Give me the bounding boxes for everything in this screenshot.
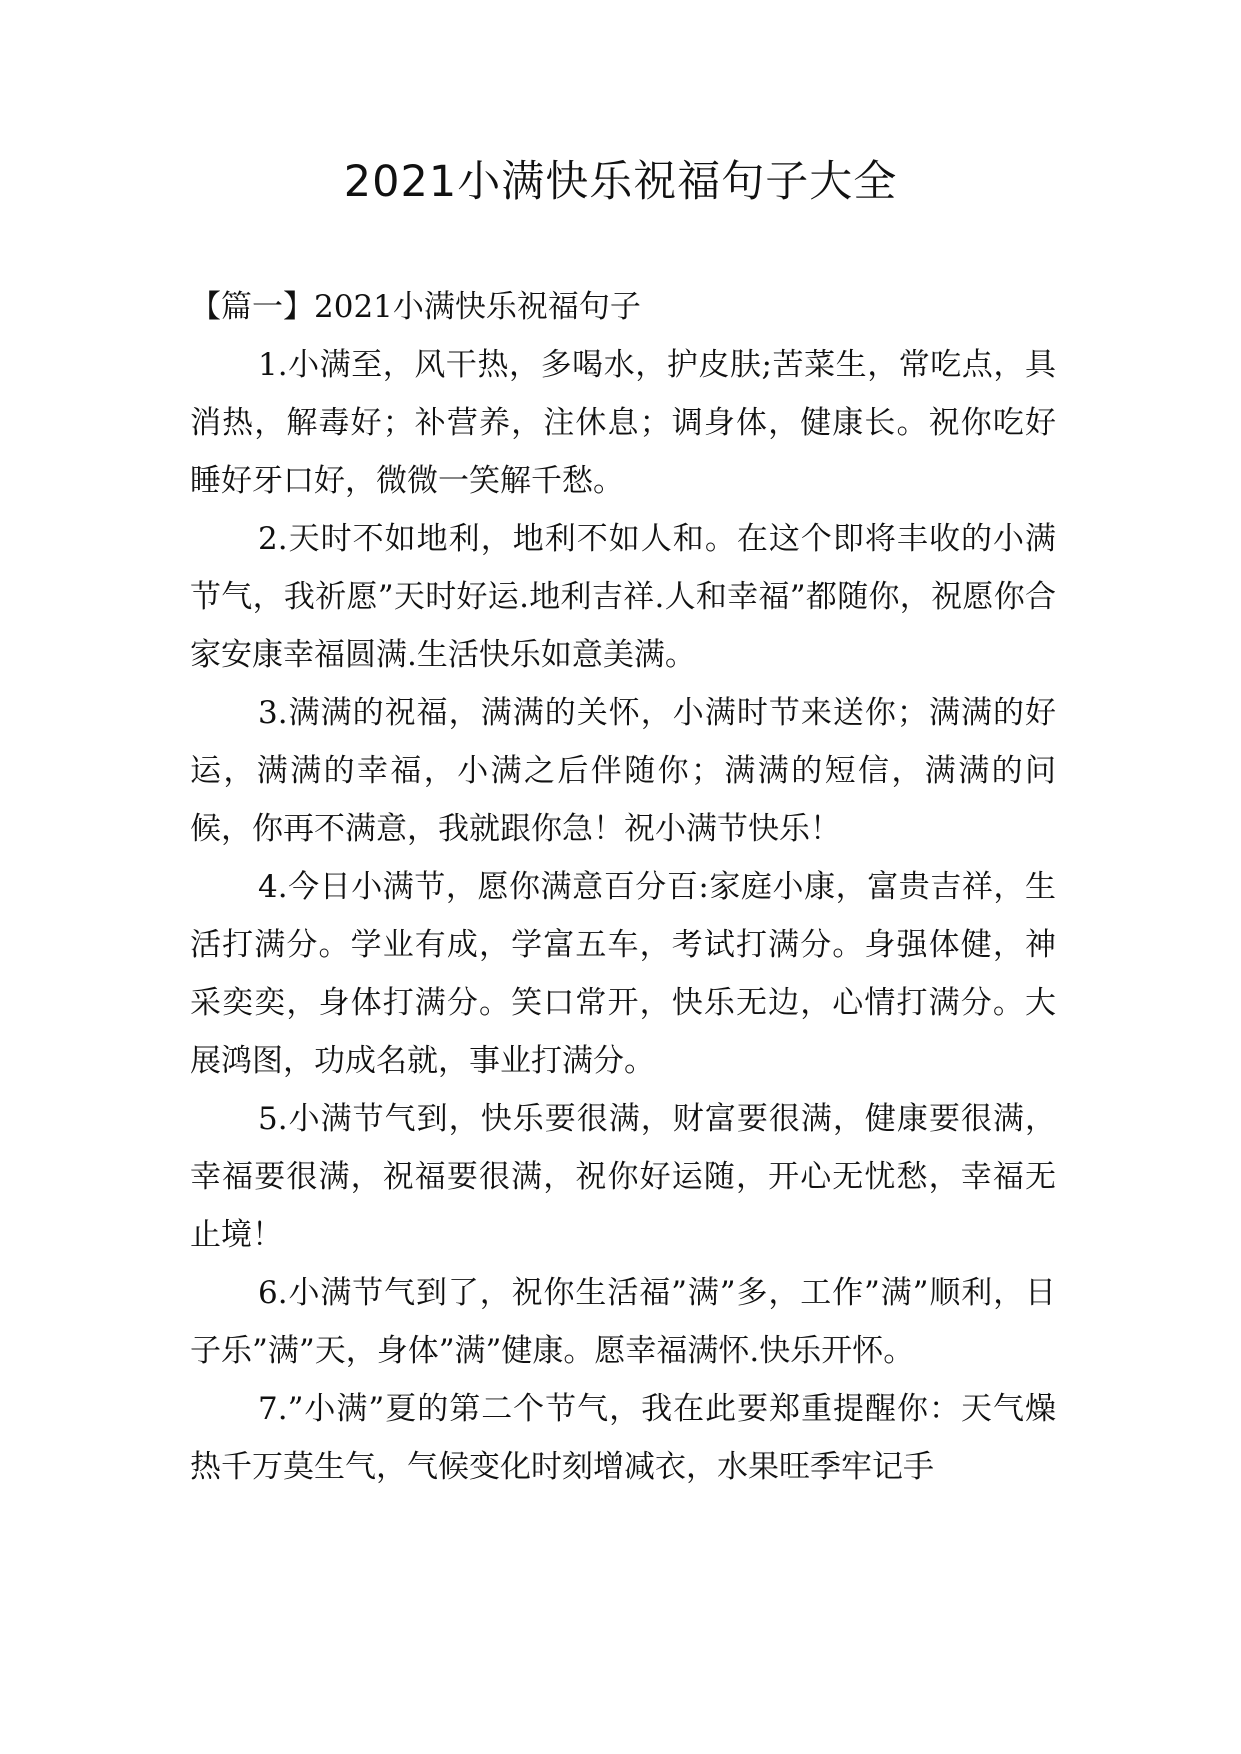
- document-body: [190, 278, 1056, 1496]
- document-title: 2021小满快乐祝福句子大全: [343, 157, 898, 207]
- paragraph-1: 1.小满至，风干热，多喝水，护皮肤;苦菜生，常吃点，具消热，解毒好；补营养，注休息；调身体，健康长。祝你吃好睡好牙口好，微微一笑解千愁。: [190, 347, 1056, 499]
- paragraph-3: 3.满满的祝福，满满的关怀，小满时节来送你；满满的好运，满满的幸福，小满之后伴随你；满满的短信，满满的问候，你再不满意，我就跟你急！祝小满节快乐！: [190, 695, 1056, 847]
- paragraph-4: 4.今日小满节，愿你满意百分百:家庭小康，富贵吉祥，生活打满分。学业有成，学富五车，考试打满分。身强体健，神采奕奕，身体打满分。笑口常开，快乐无边，心情打满分。大展鸿图，功成名就，事业打满分。: [190, 869, 1056, 1079]
- paragraph-2: 2.天时不如地利，地利不如人和。在这个即将丰收的小满节气，我祈愿”天时好运.地利吉祥.人和幸福”都随你，祝愿你合家安康幸福圆满.生活快乐如意美满。: [190, 521, 1056, 673]
- section-heading: 【篇一】2021小满快乐祝福句子: [190, 289, 641, 325]
- paragraph-5: 5.小满节气到，快乐要很满，财富要很满，健康要很满，幸福要很满，祝福要很满，祝你好运随，开心无忧愁，幸福无止境！: [190, 1101, 1056, 1253]
- paragraph-6: 6.小满节气到了，祝你生活福”满”多，工作”满”顺利，日子乐”满”天，身体”满”健康。愿幸福满怀.快乐开怀。: [190, 1275, 1056, 1369]
- paragraph-7: 7.”小满”夏的第二个节气，我在此要郑重提醒你：天气燥热千万莫生气，气候变化时刻增减衣，水果旺季牢记手: [190, 1391, 1056, 1485]
